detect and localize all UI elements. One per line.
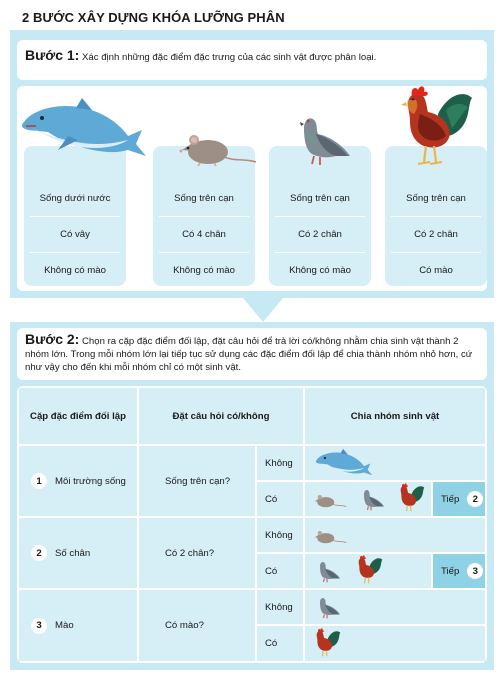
- trait: Sống trên cạn: [290, 192, 350, 204]
- key-table: [17, 386, 487, 663]
- trait: Có vây: [60, 228, 90, 240]
- next-label: Tiếp: [441, 565, 460, 577]
- table-row-trait: [19, 518, 137, 588]
- pigeon-icon: [288, 110, 352, 168]
- trait: Có 4 chân: [182, 228, 226, 240]
- answer-label: Có: [257, 554, 303, 588]
- row-trait: Môi trường sống: [55, 475, 126, 487]
- answer-label: Không: [257, 446, 303, 480]
- answer-label: Có: [257, 626, 303, 661]
- next-step-badge: [433, 482, 485, 516]
- trait: Không có mào: [44, 264, 106, 276]
- answer-label: Không: [257, 590, 303, 624]
- row-trait: Mào: [55, 620, 74, 631]
- mouse-icon: [178, 128, 258, 168]
- pigeon-icon: [313, 558, 341, 584]
- next-label: Tiếp: [441, 493, 460, 505]
- trait: Không có mào: [289, 264, 351, 276]
- dolphin-icon: [313, 448, 375, 478]
- trait: Có 2 chân: [414, 228, 458, 240]
- answer-label: Không: [257, 518, 303, 552]
- answer-label: Có: [257, 482, 303, 516]
- step2-text: Chọn ra cặp đặc điểm đối lập, đặt câu hỏi để trả lời có/không nhằm chia sinh vật thành 2 nhóm lớn. Trong mỗi nhóm lớn lại tiếp tục sử dụng các đặc điểm đối lập để chia thành nhóm nhỏ hơn, cứ như vậy cho đến khi mỗi nhóm chỉ có một sinh vật.: [25, 336, 473, 373]
- row-question: Có 2 chân?: [139, 518, 255, 588]
- table-row-trait: [19, 446, 137, 516]
- rooster-icon: [398, 84, 474, 168]
- next-step-badge: [433, 554, 485, 588]
- trait: Sống trên cạn: [174, 192, 234, 204]
- mouse-icon: [313, 492, 347, 509]
- page-title: 2 BƯỚC XÂY DỰNG KHÓA LƯỠNG PHÂN: [22, 10, 285, 25]
- step2-box: [17, 328, 487, 380]
- row-question: Có mào?: [139, 590, 255, 661]
- mouse-icon: [313, 528, 347, 545]
- trait: Có mào: [419, 264, 453, 276]
- row-number: 3: [31, 618, 47, 634]
- rooster-icon: [397, 482, 425, 514]
- header-cell: Đặt câu hỏi có/không: [139, 388, 303, 444]
- table-row-trait: [19, 590, 137, 661]
- next-number: 3: [467, 563, 483, 579]
- step2-label: Bước 2:: [25, 331, 80, 347]
- dolphin-icon: [18, 96, 150, 162]
- row-number: 1: [31, 473, 47, 489]
- trait-card-dolphin: [24, 146, 126, 286]
- rooster-icon: [313, 627, 341, 659]
- pigeon-icon: [313, 594, 341, 620]
- row-trait: Số chân: [55, 547, 91, 559]
- step1-text: Xác định những đặc điểm đặc trưng của các sinh vật được phân loại.: [82, 52, 377, 63]
- step1-box: [17, 40, 487, 80]
- header-cell: Chia nhóm sinh vật: [305, 388, 485, 444]
- row-question: Sống trên cạn?: [139, 446, 255, 516]
- rooster-icon: [355, 554, 383, 586]
- arrow-down-icon: [243, 298, 283, 322]
- trait: Sống trên cạn: [406, 192, 466, 204]
- step1-label: Bước 1:: [25, 47, 80, 63]
- trait: Sống dưới nước: [39, 192, 111, 204]
- next-number: 2: [467, 491, 483, 507]
- header-cell: Cặp đặc điểm đối lập: [19, 388, 137, 444]
- trait: Có 2 chân: [298, 228, 342, 240]
- trait: Không có mào: [173, 264, 235, 276]
- pigeon-icon: [357, 486, 385, 512]
- row-number: 2: [31, 545, 47, 561]
